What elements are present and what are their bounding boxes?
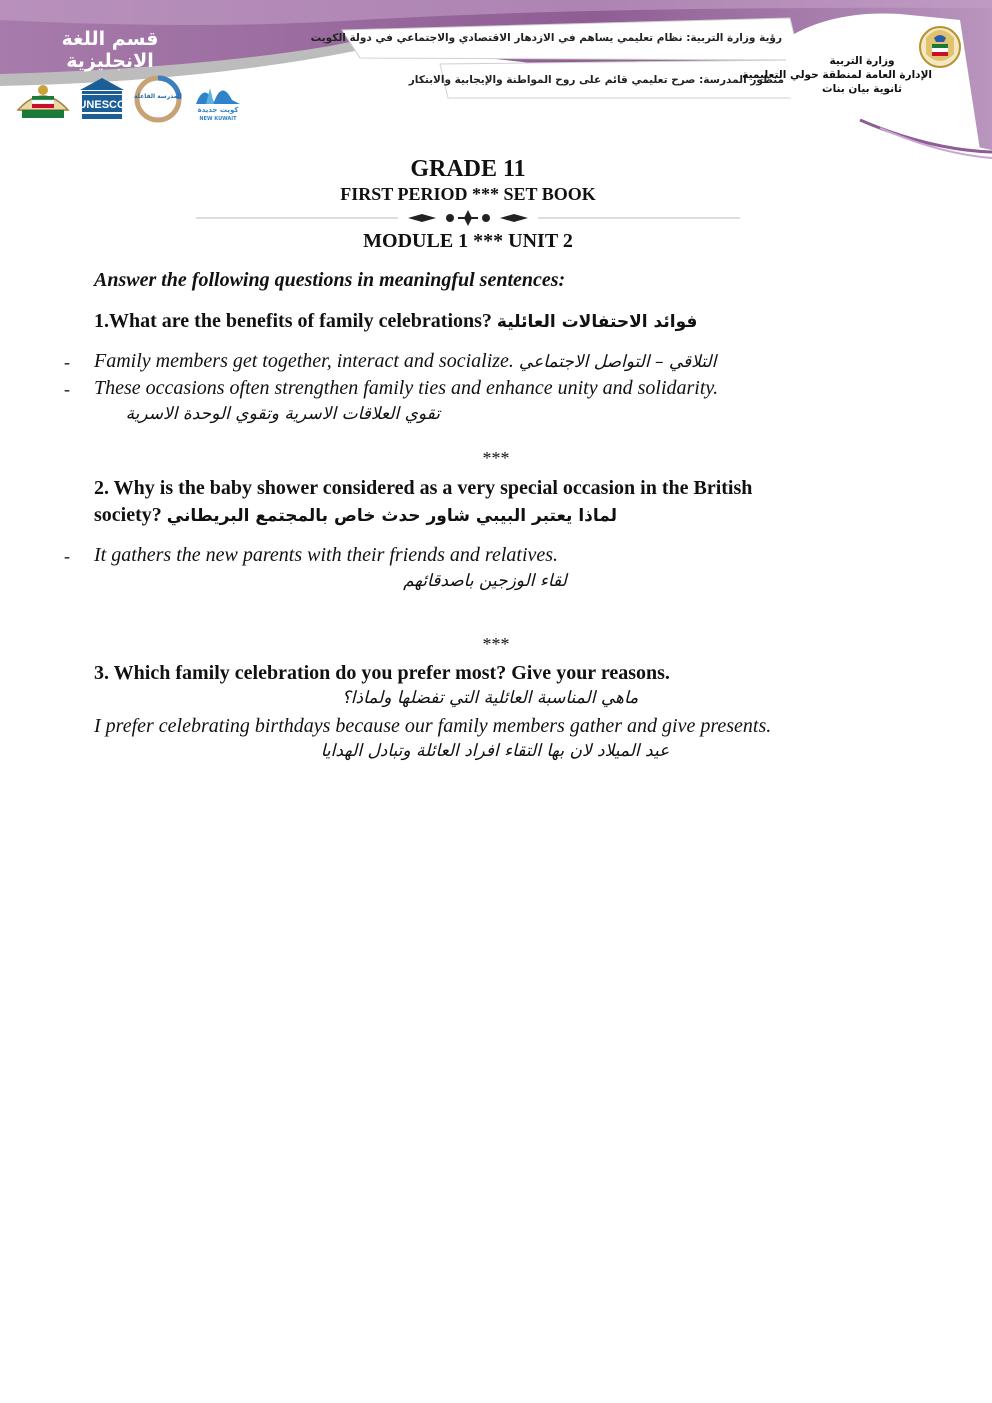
answer-2-arabic: لقاء الوزجين باصدقائهم bbox=[403, 571, 567, 591]
new-kuwait-logo bbox=[188, 74, 248, 124]
answer-3-arabic: عيد الميلاد لان بها التقاء افراد العائلة وتبادل الهدايا bbox=[320, 741, 670, 761]
unesco-logo-text: UNESCO bbox=[78, 99, 126, 111]
school-logo-text: المدرسة الفاعلة bbox=[134, 93, 182, 100]
section-separator: *** bbox=[482, 634, 510, 654]
question-3-arabic: ماهي المناسبة العائلية التي تفضلها ولماذا؟ bbox=[341, 688, 639, 708]
answer-3-text: I prefer celebrating birthdays because our family members gather and give presents. bbox=[94, 715, 772, 737]
bullet-dash: - bbox=[64, 352, 70, 372]
kuwait-crest-logo bbox=[14, 76, 72, 122]
kuwait-logo-text: كويت جديدة bbox=[197, 106, 239, 114]
question-1 bbox=[94, 308, 894, 336]
district-name: الإدارة العامة لمنطقة حولي التعليمية bbox=[742, 69, 932, 81]
question-2 bbox=[94, 475, 894, 530]
question-2-text: 2. Why is the baby shower considered as a very special occasion in the British bbox=[94, 477, 753, 499]
bullet-dash: - bbox=[64, 379, 70, 399]
unesco-logo bbox=[76, 76, 128, 122]
question-2-text-line2: society? bbox=[94, 504, 162, 526]
question-3-text: 3. Which family celebration do you prefer most? Give your reasons. bbox=[94, 662, 670, 684]
bullet-dash: - bbox=[64, 546, 70, 566]
answer-2-text: It gathers the new parents with their friends and relatives. bbox=[94, 544, 559, 566]
answer-1a bbox=[94, 350, 716, 373]
kuwait-emblem-icon bbox=[916, 24, 964, 70]
section-separator: *** bbox=[482, 448, 510, 468]
answer-1a-arabic: التلاقي – التواصل الاجتماعي bbox=[518, 352, 717, 372]
ministry-name: وزارة التربية bbox=[829, 55, 895, 67]
grade-title: GRADE 11 bbox=[410, 156, 526, 182]
module-unit-title: MODULE 1 *** UNIT 2 bbox=[363, 230, 573, 252]
header-banner bbox=[0, 0, 992, 160]
period-subtitle: FIRST PERIOD *** SET BOOK bbox=[340, 184, 596, 204]
ministry-block bbox=[742, 54, 932, 96]
department-title: قسم اللغة الانجليزية bbox=[61, 28, 159, 72]
school-name: ثانوية بيان بنات bbox=[822, 83, 902, 95]
question-2-arabic: لماذا يعتبر البيبي شاور حدث خاص بالمجتمع البريطاني bbox=[166, 506, 618, 526]
question-1-text: 1.What are the benefits of family celebrations? bbox=[94, 310, 492, 332]
school-mission: منظور المدرسة: صرح تعليمي قائم على روح المواطنة والإيجابية والابتكار bbox=[408, 74, 784, 86]
active-school-logo bbox=[130, 74, 186, 124]
ornament-divider bbox=[196, 208, 740, 228]
answer-1a-text: Family members get together, interact and socialize. bbox=[94, 350, 514, 372]
instruction-text: Answer the following questions in meaningful sentences: bbox=[94, 269, 566, 291]
answer-1b-text: These occasions often strengthen family ties and enhance unity and solidarity. bbox=[94, 377, 719, 399]
kuwait-logo-subtext: NEW KUWAIT bbox=[199, 116, 237, 122]
question-1-arabic: فوائد الاحتفالات العائلية bbox=[496, 312, 698, 332]
answer-1b-arabic: تقوي العلاقات الاسرية وتقوي الوحدة الاسرية bbox=[125, 404, 440, 424]
ministry-vision: رؤية وزارة التربية: نظام تعليمي يساهم في الازدهار الاقتصادي والاجتماعي في دولة الكويت bbox=[310, 32, 782, 44]
